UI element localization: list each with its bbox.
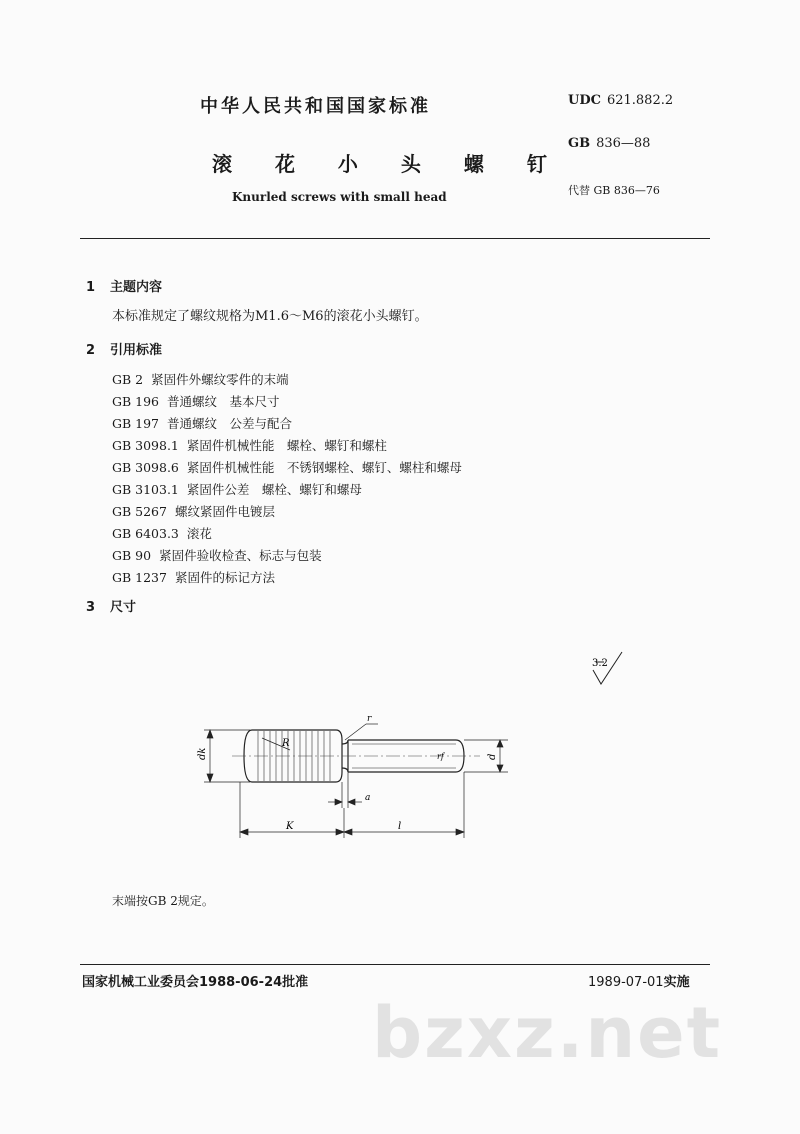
reference-item: [112, 502, 275, 520]
reference-item: [112, 458, 462, 476]
udc-code: [568, 93, 673, 108]
roughness-value: 3.2: [592, 658, 608, 669]
reference-item: [112, 436, 387, 454]
approval-line: 国家机械工业委员会1988-06-24批准: [82, 975, 309, 990]
section-3-heading: [86, 596, 136, 615]
section-number: 1: [86, 280, 96, 295]
standard-type: 中华人民共和国国家标准: [200, 96, 431, 117]
rf-label: rf: [437, 752, 444, 761]
reference-item: [112, 392, 280, 410]
reference-code: GB 5267: [112, 504, 167, 519]
reference-title: 紧固件机械性能 螺栓、螺钉和螺柱: [186, 438, 387, 453]
reference-item: [112, 414, 292, 432]
section-title: 尺寸: [110, 600, 137, 615]
a-label: a: [365, 793, 371, 803]
section-number: 2: [86, 343, 96, 358]
gb-label: GB: [568, 136, 591, 151]
reference-title: 紧固件外螺纹零件的末端: [151, 372, 289, 387]
gb-code: [568, 136, 650, 151]
reference-code: GB 3103.1: [112, 482, 179, 497]
k-label: K: [286, 821, 294, 832]
reference-title: 紧固件验收检查、标志与包装: [159, 548, 322, 563]
reference-code: GB 196: [112, 394, 160, 409]
title-chinese: 滚 花 小 头 螺 钉: [212, 152, 565, 176]
reference-title: 普通螺纹 基本尺寸: [167, 394, 280, 409]
l-label: l: [398, 821, 402, 832]
title-english: Knurled screws with small head: [232, 190, 447, 204]
dk-label: dk: [197, 747, 208, 760]
reference-item: [112, 546, 322, 564]
end-note: 末端按GB 2规定。: [112, 894, 214, 908]
reference-code: GB 197: [112, 416, 160, 431]
implementation-date: 1989-07-01: [588, 975, 664, 990]
implementation-label: 实施: [663, 975, 690, 990]
section-2-heading: [86, 339, 162, 358]
scope-paragraph: 本标准规定了螺纹规格为M1.6～M6的滚花小头螺钉。: [112, 309, 428, 324]
reference-title: 紧固件的标记方法: [174, 570, 275, 585]
section-title: 主题内容: [110, 280, 163, 295]
footer-rule: [80, 964, 710, 965]
reference-title: 滚花: [186, 526, 212, 541]
section-number: 3: [86, 600, 96, 615]
section-1-heading: [86, 276, 162, 295]
a-dimension: [328, 772, 362, 808]
reference-item: [112, 370, 289, 388]
r-leader: [345, 724, 366, 740]
gb-value: 836—88: [596, 136, 651, 151]
reference-code: GB 1237: [112, 570, 167, 585]
reference-item: [112, 480, 362, 498]
reference-code: GB 90: [112, 548, 152, 563]
screw-drawing: [0, 640, 800, 860]
reference-code: GB 3098.6: [112, 460, 179, 475]
reference-code: GB 6403.3: [112, 526, 179, 541]
udc-label: UDC: [568, 93, 601, 108]
replaces-note: 代替 GB 836—76: [568, 184, 660, 197]
reference-title: 螺纹紧固件电镀层: [174, 504, 275, 519]
reference-item: [112, 524, 212, 542]
implementation-line: [588, 971, 690, 990]
reference-title: 普通螺纹 公差与配合: [167, 416, 293, 431]
watermark: bzxz.net: [372, 992, 723, 1074]
reference-code: GB 2: [112, 372, 144, 387]
radius-label: R: [282, 738, 290, 749]
r-label: r: [367, 714, 372, 724]
reference-code: GB 3098.1: [112, 438, 179, 453]
header-rule: [80, 238, 710, 239]
reference-item: [112, 568, 275, 586]
section-title: 引用标准: [110, 343, 163, 358]
udc-value: 621.882.2: [606, 93, 674, 108]
d-label: d: [487, 753, 498, 760]
reference-title: 紧固件机械性能 不锈钢螺栓、螺钉、螺柱和螺母: [186, 460, 462, 475]
reference-title: 紧固件公差 螺栓、螺钉和螺母: [186, 482, 362, 497]
